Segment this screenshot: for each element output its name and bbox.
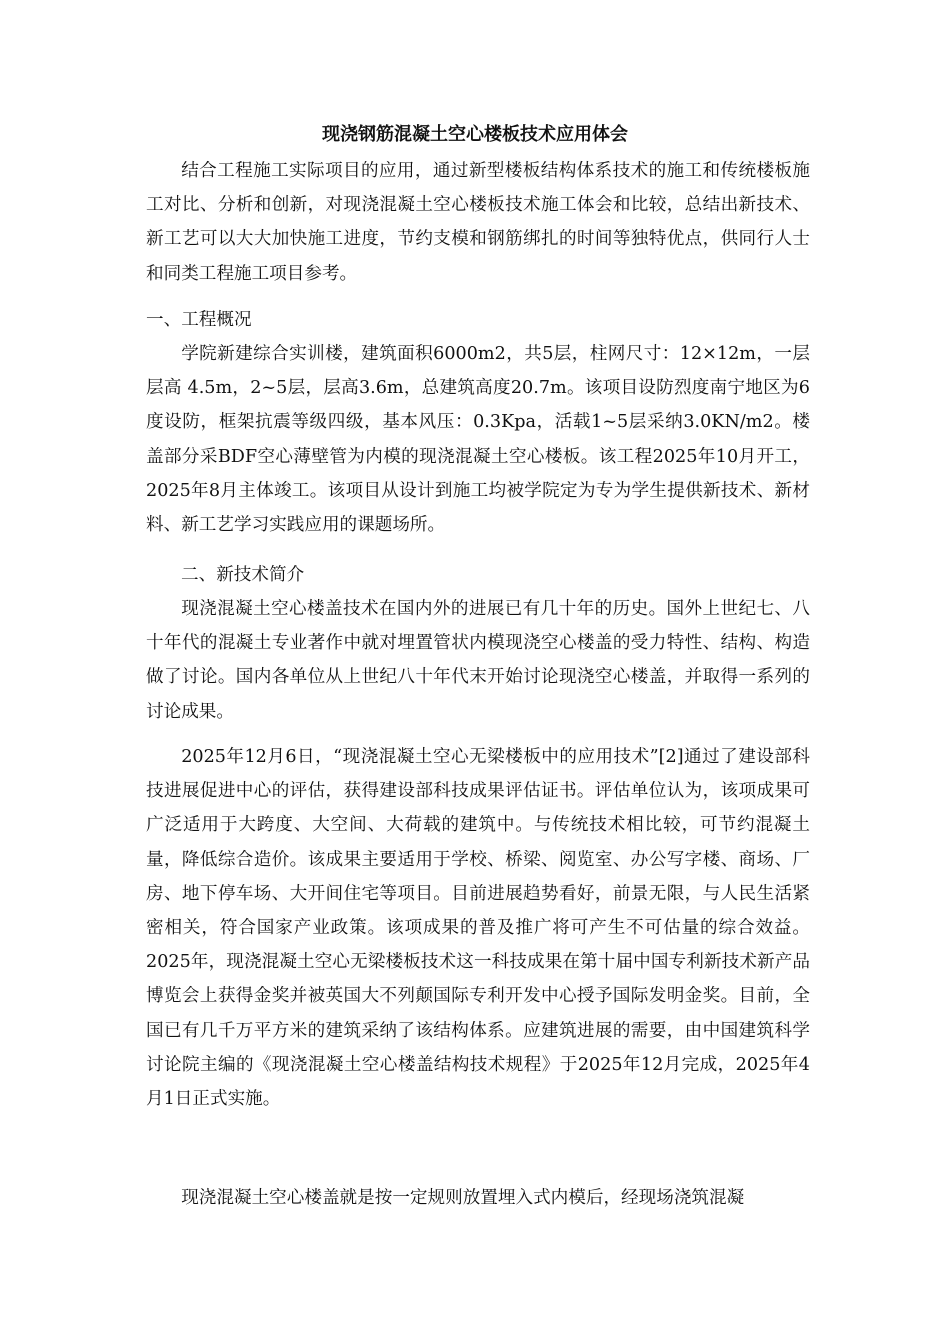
section-2-paragraph-2: 2025年12月6日，“现浇混凝土空心无梁楼板中的应用技术”[2]通过了建设部科技进展促进中心的评估，获得建设部科技成果评估证书。评估单位认为，该项成果可广泛适用于大跨度、大空间、大荷载的建筑中。与传统技术相比较，可节约混凝土量，降低综合造价。该成果主要适用于学校、桥梁、阅览室、办公写字楼、商场、厂房、地下停车场、大开间住宅等项目。目前进展趋势看好，前景无限，与人民生活紧密相关，符合国家产业政策。该项成果的普及推广将可产生不可估量的综合效益。2025年，现浇混凝土空心无梁楼板技术这一科技成果在第十届中国专利新技术新产品博览会上获得金奖并被英国大不列颠国际专利开发中心授予国际发明金奖。目前，全国已有几千万平方米的建筑采纳了该结构体系。应建筑进展的需要，由中国建筑科学讨论院主编的《现浇混凝土空心楼盖结构技术规程》于2025年12月完成，2025年4月1日正式实施。 (146, 747, 810, 1110)
section-2-heading: 二、新技术简介 (181, 565, 305, 585)
section-1-heading: 一、工程概况 (146, 310, 252, 330)
section-1-paragraph: 学院新建综合实训楼，建筑面积6000m2，共5层，柱网尺寸：12×12m，一层层高 4.5m，2~5层，层高3.6m，总建筑高度20.7m。该项目设防烈度南宁地区为6度设防，框架抗震等级四级，基本风压：0.3Kpa，活载1~5层采纳3.0KN/m2。楼盖部分采BDF空心薄壁管为内模的现浇混凝土空心楼板。该工程2025年10月开工，2025年8月主体竣工。该项目从设计到施工均被学院定为专为学生提供新技术、新材料、新工艺学习实践应用的课题场所。 (146, 344, 810, 536)
document-title: 现浇钢筋混凝土空心楼板技术应用体会 (322, 124, 628, 145)
section-2-paragraph-3: 现浇混凝土空心楼盖就是按一定规则放置埋入式内模后，经现场浇筑混凝 (181, 1188, 745, 1208)
section-2-paragraph-1: 现浇混凝土空心楼盖技术在国内外的进展已有几十年的历史。国外上世纪七、八十年代的混凝土专业著作中就对埋置管状内模现浇空心楼盖的受力特性、结构、构造做了讨论。国内各单位从上世纪八十年代末开始讨论现浇空心楼盖，并取得一系列的讨论成果。 (146, 599, 810, 722)
intro-paragraph: 结合工程施工实际项目的应用，通过新型楼板结构体系技术的施工和传统楼板施工对比、分析和创新，对现浇混凝土空心楼板技术施工体会和比较，总结出新技术、新工艺可以大大加快施工进度，节约支模和钢筋绑扎的时间等独特优点，供同行人士和同类工程施工项目参考。 (146, 161, 810, 284)
